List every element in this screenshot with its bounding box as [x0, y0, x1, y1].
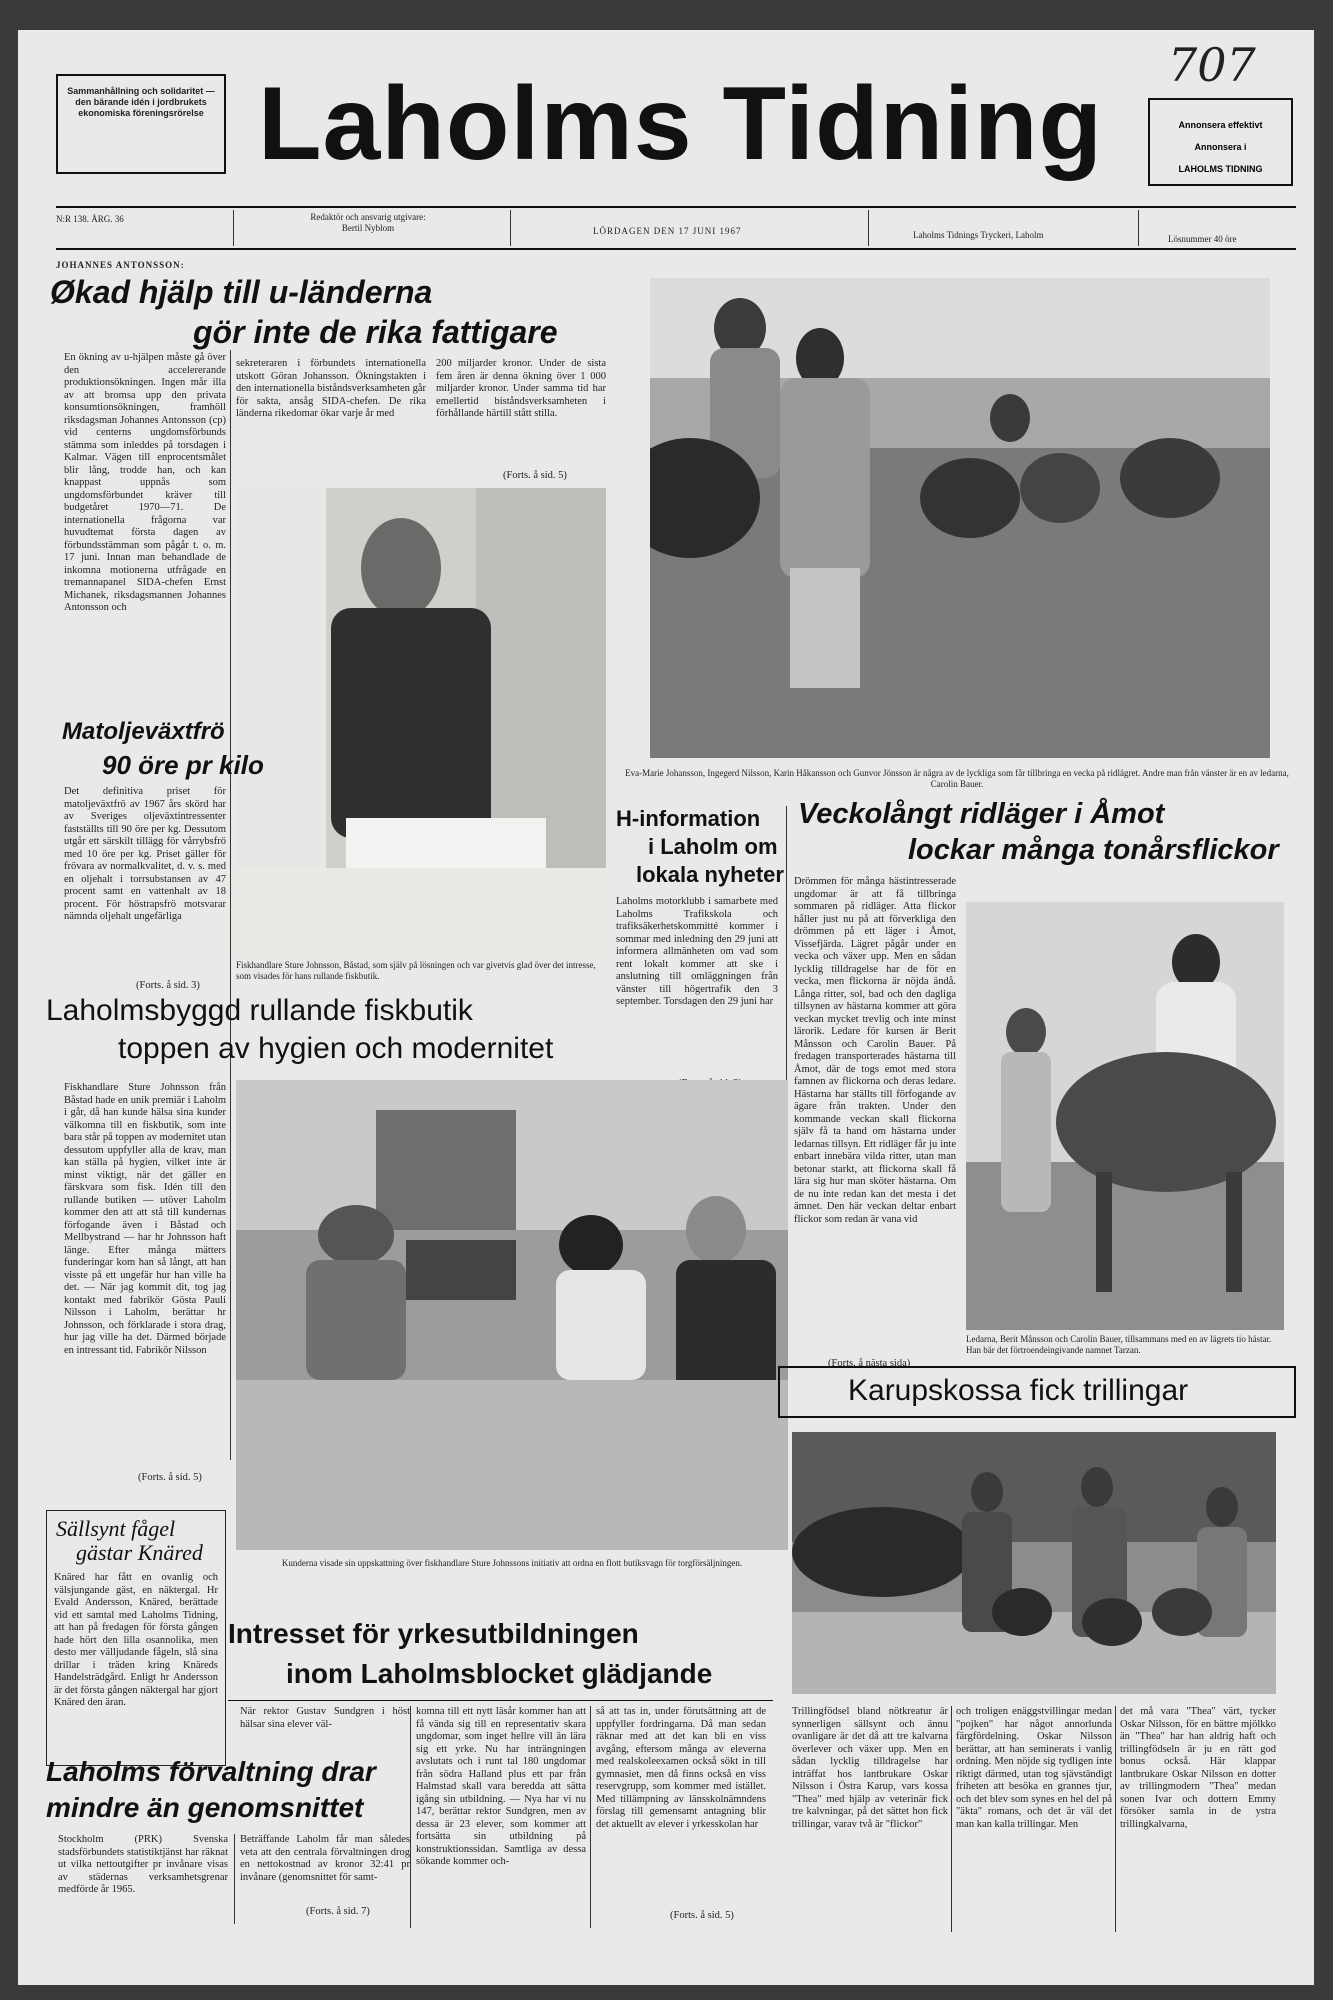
article2-headline: 90 öre pr kilo: [102, 750, 264, 780]
article9-col3: det må vara "Thea" värt, tycker Oskar Nilsson, för en bättre mjölkko än "Thea" har han aldrig haft och trillingfödseln är ju en rätt god bonus också. Här klappar lantbrukare Oskar Nilsson en dotter av trillingmodern "Thea" medan sonen Ivar och dottern Emmy försöker samla in de ystra trillingkalvarna,: [1120, 1706, 1276, 1830]
right-box-line3: LAHOLMS TIDNING: [1178, 164, 1263, 174]
article4-headline: lockar många tonårsflickor: [908, 834, 1279, 866]
article2-headline: Matoljeväxtfrö: [62, 718, 225, 745]
photo-fishmonger: [236, 488, 606, 956]
article9-col2: och troligen enäggstvillingar medan "pojken" har något annorlunda färgfördelning. Oskar Nilsson berättar, att han seminerats i vanlig ordning. Men nöjde sig tydligen inte riktigt därmed, utan tog sjävständigt friheten att besöka en grannes tjur, och det blev som synes en hel del på "äkta" romans, och det är väl det man kan kalla trillingar. Men: [956, 1706, 1112, 1830]
article1-headline: gör inte de rika fattigare: [193, 314, 558, 350]
article5-headline: Laholmsbyggd rullande fiskbutik: [46, 994, 473, 1027]
article7-headline: Intresset för yrkesutbildningen: [228, 1618, 639, 1649]
photo-riding-girls: [650, 278, 1270, 758]
infobar-bottom-rule: [56, 248, 1296, 250]
infobar-divider: [1138, 210, 1139, 246]
article3-headline: H-information: [616, 806, 761, 831]
article3-headline: lokala nyheter: [636, 862, 784, 887]
article1-byline: JOHANNES ANTONSSON:: [56, 260, 185, 270]
column-divider: [951, 1706, 952, 1932]
article6-body: Knäred har fått en ovanlig och välsjungande gäst, en näktergal. Hr Evald Andersson, Knäred, berättade vid ett samtal med Laholms Tidning, att han på fredagen för första gången hade hört den lilla osannolika, men desto mer välljudande fågeln, slå sina drillar i träden kring Knäreds Handelsträdgård. Enligt hr Andersson är det första gången näktergal har gjort Knäred den äran.: [54, 1572, 218, 1708]
right-box-line1: Annonsera effektivt: [1178, 120, 1263, 130]
column-divider: [590, 1706, 591, 1928]
infobar-issue: N:R 138. ÅRG. 36: [56, 214, 124, 224]
infobar-top-rule: [56, 206, 1296, 208]
column-divider: [1115, 1706, 1116, 1932]
article7-continuation: (Forts. å sid. 5): [670, 1910, 734, 1921]
masthead-left-text: Sammanhållning och solidaritet — den bärande idén i jordbrukets ekonomiska föreningsrörelse: [67, 86, 215, 118]
infobar-divider: [510, 210, 511, 246]
article5-headline: toppen av hygien och modernitet: [118, 1032, 554, 1065]
photo-cow-triplets: [792, 1432, 1276, 1694]
article4-continuation: (Forts. å nästa sida): [828, 1358, 911, 1369]
article4-body: Drömmen för många hästintresserade ungdomar är att få tillbringa sommaren på ridläger. Atta flickor håller just nu på att förverkliga den drömmen på ett läger i Åmot, Vissefjärda. Lägret pågår under en vecka och växer upp. Men en sådan lycklig tilldragelse har de för en vecka, men flickorna är nöjda ändå. Långa ritter, sol, bad och den dagliga tillsynen av hästarna kommer att göra veckan mycket trevlig och inte minst lärorik. Ledare för kursen är Berit Månsson och Carolin Bauer. På fredagen transporterades hästarna till Åmot, där de togs emot med stora famnen av flickorna och deras ledare. Hästarna har ställts till förfogande av ägare från trakten. Under den kommande veckan skall flickorna själv få ta hand om hästarna under ledarnas tillsyn. Ett ridläger får ju inte enbart innebära vilda ritter, utan man betonar starkt, att flickorna skall få lära sig hur man sköter hästarna. Om de nu inte redan kan det mesta i det ämnet. Den här veckan deltar enbart flickor som redan är vana vid: [794, 876, 956, 1225]
article1-headline: Økad hjälp till u-länderna: [50, 274, 433, 310]
infobar-divider: [233, 210, 234, 246]
photo-leaders-horse: [966, 902, 1284, 1330]
article8-continuation: (Forts. å sid. 7): [306, 1906, 370, 1917]
article7-col3: så att tas in, under förutsättning att de uppfyller fordringarna. Då man sedan räknar med att det kan bli en viss avgång, eftersom många av eleverna med realskoleexamen också sökt in till gymnasiet, men då finns också en viss reservgrupp, som kommer med istället. Med tillämpning av länsskolnämndens förslag till gemensamt antagning blir det aktuellt av elever i yrkesskolan har: [596, 1706, 766, 1830]
caption-fish-stall-customers: Kunderna visade sin uppskattning över fiskhandlare Sture Johnssons initiativ att ordna en flott butiksvagn för torgförsäljningen.: [281, 1558, 743, 1568]
masthead-left-box: [56, 74, 226, 174]
newspaper-page: [18, 30, 1314, 1985]
caption-leaders: Ledarna, Berit Månsson och Carolin Bauer, tillsammans med en av lägrets tio hästar. Han bär det förtroendeingivande namnet Tarzan.: [966, 1334, 1272, 1355]
article4-headline: Veckolångt ridläger i Åmot: [798, 798, 1165, 830]
editor-line2: Bertil Nyblom: [341, 223, 395, 233]
article2-continuation: (Forts. å sid. 3): [136, 980, 200, 991]
right-box-line2: Annonsera i: [1194, 142, 1247, 152]
column-divider: [230, 350, 231, 1460]
infobar-printer: Laholms Tidnings Tryckeri, Laholm: [913, 230, 1044, 240]
article1-col3: 200 miljarder kronor. Under de sista fem åren är denna ökning över 1 000 miljarder kronor. Under samma tid har emellertid biståndsverksamheten i förhållande härtill stått stilla.: [436, 358, 606, 419]
infobar-divider: [868, 210, 869, 246]
article8-col2: Beträffande Laholm får man således veta att den centrala förvaltningen drog en nettokostnad av kronor 32:41 pr invånare (genomsnittet för samt-: [240, 1834, 410, 1883]
infobar-price: Lösnummer 40 öre: [1168, 234, 1237, 244]
article6-headline: Sällsynt fågel: [56, 1516, 176, 1541]
article1-col1: En ökning av u-hjälpen måste gå över den accelererande produktionsökningen. Ingen mår illa av att bromsa upp den privata konsumtionsökningen, framhöll riksdagsman Johannes Antonsson (cp) vid centerns ungdomsförbunds stämma som inleddes på torsdagen i Kalmar. Vägen till enprocentsmålet blir lång, trodde han, och kan knappast uppnås som ungdomsförbundet kräver till budgetåret 1970—71. De internationella frågorna var huvudtemat första dagen av förbundsstämman som pågår t. o. m. 17 juni. Innan man behandlade de inkomna motionerna utfrågade en tremannapanel SIDA-chefen Ernst Michanek, riksdagsmannen Johannes Antonsson och: [64, 352, 226, 613]
caption-riding-girls: Eva-Marie Johansson, Ingegerd Nilsson, Karin Håkansson och Gunvor Jönsson är några av de lyckliga som får tillbringa en vecka på ridlägret. Andre man från vänster är en av ledarna, Carolin Bauer.: [625, 768, 1289, 789]
handwritten-note: 707: [1168, 38, 1256, 92]
article1-continuation: (Forts. å sid. 5): [503, 470, 567, 481]
article2-body: Det definitiva priset för matoljeväxtfrö av 1967 års skörd har av Sveriges oljeväxtintressenter fastställts till 90 öre per kg. Dessutom utgår ett särskilt tillägg för vårrybsfrö med 10 öre per kg. Priset gäller för frövara av normalkvalitet, d. v. s. med en oljehalt i torrsubstansen av 47 procent samt en vattenhalt av 18 procent. För höstrapsfrö motsvarar nämnda oljehalt ungefärliga: [64, 786, 226, 922]
article7-headline: inom Laholmsblocket glädjande: [286, 1658, 713, 1689]
article1-col2: sekreteraren i förbundets internationella utskott Göran Johansson. Ökningstakten i den internationella biståndsverksamheten går för sakta, ansåg SIDA-chefen. De rika länderna rikedomar ökar varje år med: [236, 358, 426, 419]
article9-headline: Karupskossa fick trillingar: [848, 1374, 1189, 1407]
article7-rule: [228, 1700, 773, 1701]
photo-fish-stall-customers: [236, 1080, 788, 1550]
infobar-editor: [248, 212, 488, 234]
column-divider: [234, 1834, 235, 1924]
article8-headline: mindre än genomsnittet: [46, 1792, 364, 1823]
article7-col1: När rektor Gustav Sundgren i höst hälsar sina elever väl-: [240, 1706, 410, 1730]
article8-headline: Laholms förvaltning drar: [46, 1756, 376, 1787]
column-divider: [410, 1706, 411, 1928]
editor-line1: Redaktör och ansvarig utgivare:: [310, 212, 426, 222]
article6-headline: gästar Knäred: [76, 1540, 203, 1565]
masthead-right-box: [1148, 98, 1293, 186]
infobar-date: LÖRDAGEN DEN 17 JUNI 1967: [593, 226, 742, 236]
masthead-title: Laholms Tidning: [258, 66, 1104, 182]
article3-headline: i Laholm om: [648, 834, 778, 859]
article7-col2: komna till ett nytt läsår kommer han att få vända sig till en representativ skara ungdomar, som inget hellre vill än lära sig ett yrke. Nu har inträngningen avslutats och i runt tal 180 ungdomar från södra Halland plus ett par från Halmstad skall vara beredda att sätta igång sin utbildning. — Nya har vi nu 147, berättar rektor Sundgren, men av dessa är 23 elever, som kommer att fortsätta sin utbildning på konstruktionssidan. Samtliga av dessa sökande kommer och-: [416, 1706, 586, 1867]
caption-fishmonger: Fiskhandlare Sture Johnsson, Båstad, som själv på lösningen och var givetvis glad över det intresse, som visades för hans rullande fiskbutik.: [236, 960, 596, 981]
article8-col1: Stockholm (PRK) Svenska stadsförbundets statistiktjänst har räknat ut vilka nettoutgifter pr invånare visas av städernas verksamhetsgrenar medförde år 1965.: [58, 1834, 228, 1895]
article9-col1: Trillingfödsel bland nötkreatur är synnerligen sällsynt och ännu ovanligare är det då att tre kalvarna överlever och växer upp. Men en sådan lycklig tilldragelse har inträffat hos lantbrukare Oskar Nilsson i Östra Karup, vars kossa "Thea" med hjälp av veterinär fick tre kalvningar, på det sättet hon fick trillingar, varav två är "flickor": [792, 1706, 948, 1830]
article3-body: Laholms motorklubb i samarbete med Laholms Trafikskola och trafiksäkerhetskommitté kommer i sommar med inledning den 29 juni att informera allmänheten om vad som rent lokalt kommer att ske i anslutning till omläggningen från vänster till högertrafik den 3 september. Torsdagen den 29 juni har: [616, 896, 778, 1007]
article5-continuation: (Forts. å sid. 5): [138, 1472, 202, 1483]
article5-body: Fiskhandlare Sture Johnsson från Båstad hade en unik premiär i Laholm i går, då han kunde hälsa sina kunder välkomna till en fiskbutik, som inte bara står på toppen av modernitet utan dessutom uppfyller alla de krav, man kan ställa på hygien, vilket inte är minst viktigt, när det gäller en färskvara som fisk. Idén till den rullande butiken — utöver Laholm kommer den att att stå till kundernas förfogande även i Båstad och Mellbystrand — har hr Johnsson haft länge. Efter många mätters funderingar kom han så långt, att han visste på ett ungefär hur han ville ha det. — När jag kommit dit, tog jag kontakt med fabrikör Gösta Pauli Nilsson i Laholm, berättar hr Johnsson, och förklarade i stora drag, hur jag ville ha det. Därmed började en intressant tid. Fabrikör Nilsson: [64, 1082, 226, 1356]
